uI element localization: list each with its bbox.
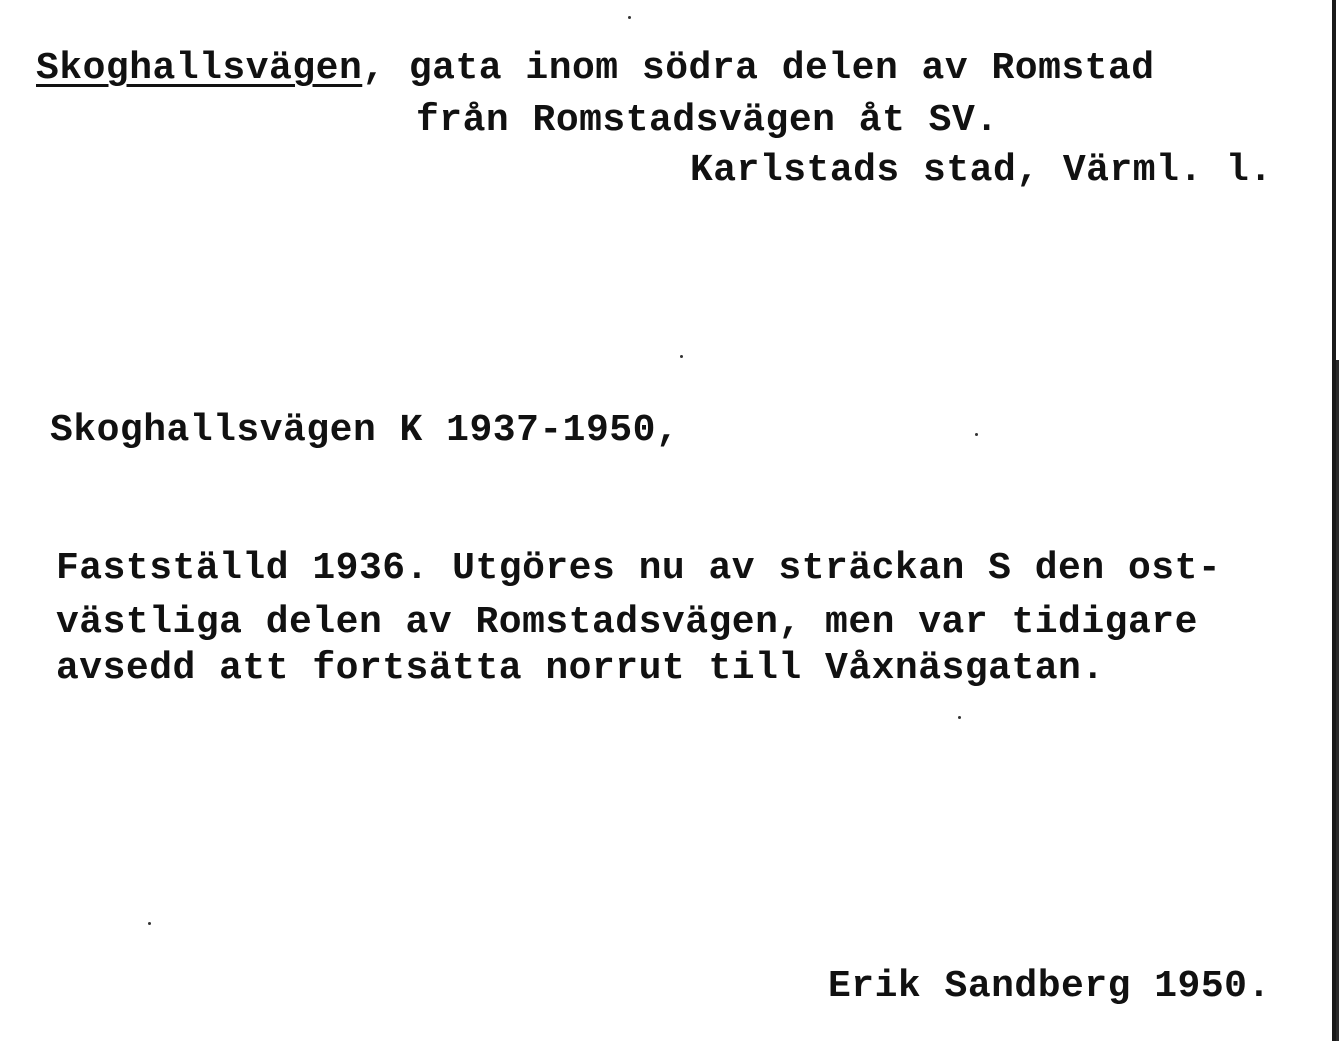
street-name: Skoghallsvägen xyxy=(36,47,363,90)
body-line-2: västliga delen av Romstadsvägen, men var tidigare xyxy=(56,601,1198,644)
card-edge-line-lower xyxy=(1336,360,1339,1041)
heading-line-3: Karlstads stad, Värml. l. xyxy=(690,149,1273,192)
speck xyxy=(680,355,683,358)
speck xyxy=(958,716,961,719)
heading-line-2: från Romstadsvägen åt SV. xyxy=(416,99,999,142)
body-line-1: Fastställd 1936. Utgöres nu av sträckan S den ost- xyxy=(56,547,1222,590)
speck xyxy=(148,922,151,925)
heading-line-1 xyxy=(36,46,1155,92)
reference-line: Skoghallsvägen K 1937-1950, xyxy=(50,409,680,452)
body-line-3: avsedd att fortsätta norrut till Våxnäsgatan. xyxy=(56,647,1105,690)
heading-description: , gata inom södra delen av Romstad xyxy=(362,47,1155,90)
speck xyxy=(628,16,631,19)
signature: Erik Sandberg 1950. xyxy=(828,965,1271,1008)
speck xyxy=(975,433,978,436)
